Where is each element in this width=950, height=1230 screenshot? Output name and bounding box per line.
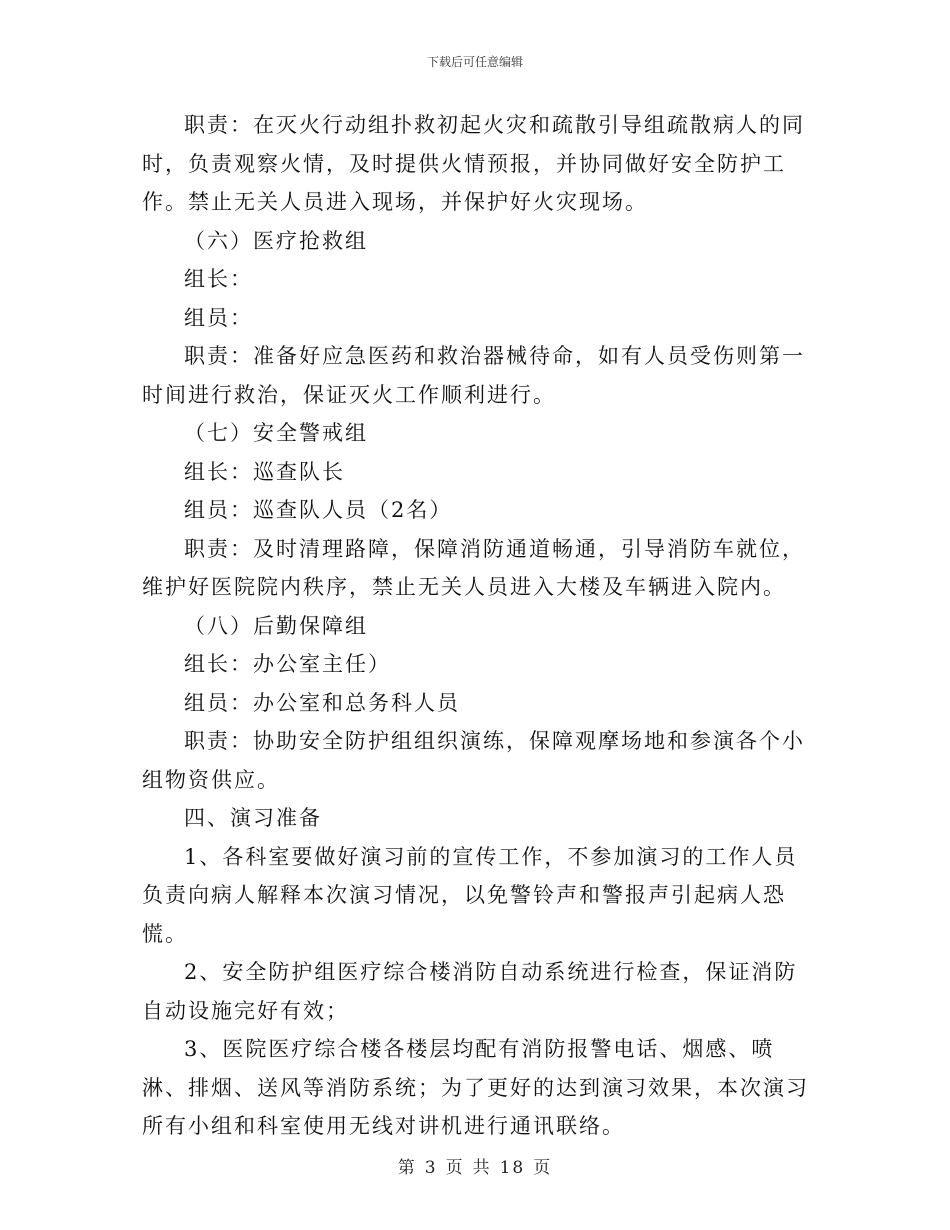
paragraph-members: 组员： [184,305,253,330]
paragraph-prep-item-3: 3、医院医疗综合楼各楼层均配有消防报警电话、烟感、喷淋、排烟、送风等消防系统；为了更好的达到演习效果，本次演习所有小组和科室使用无线对讲机进行通讯联络。 [142,1037,809,1138]
footer-prefix: 第 [397,1158,417,1178]
footer-total-label: 共 [472,1158,492,1178]
paragraph-leader: 组长：巡查队长 [184,459,345,484]
paragraph-duty-medical: 职责：准备好应急医药和救治器械待命，如有人员受伤则第一时间进行救治，保证灭火工作顺利进行。 [142,344,805,407]
paragraph-duty-observation: 职责：在灭火行动组扑救初起火灾和疏散引导组疏散病人的同时，负责观察火情，及时提供火情预报，并协同做好安全防护工作。禁止无关人员进入现场，并保护好火灾现场。 [142,113,805,214]
footer-current-page: 3 [424,1158,438,1178]
footer-page-word: 页 [445,1158,465,1178]
page-header-note: 下载后可任意编辑 [426,55,523,69]
paragraph-members: 组员：巡查队人员（2名） [184,498,453,522]
footer-suffix: 页 [533,1158,553,1178]
section-heading-drill-prep: 四、演习准备 [184,806,322,830]
document-body [142,106,810,1146]
paragraph-leader: 组长：办公室主任） [184,652,391,676]
footer-total-pages: 18 [499,1158,526,1178]
section-heading-logistics: （八）后勤保障组 [184,613,368,638]
section-heading-medical-rescue: （六）医疗抢救组 [184,228,368,253]
paragraph-leader: 组长： [184,267,253,291]
paragraph-members: 组员：办公室和总务科人员 [184,690,460,715]
paragraph-prep-item-2: 2、安全防护组医疗综合楼消防自动系统进行检查，保证消防自动设施完好有效； [142,960,798,1023]
section-heading-security-guard: （七）安全警戒组 [184,421,368,445]
page-number-footer [0,1153,950,1178]
paragraph-duty-security: 职责：及时清理路障，保障消防通道畅通，引导消防车就位，维护好医院院内秩序，禁止无关人员进入大楼及车辆进入院内。 [142,536,805,599]
paragraph-prep-item-1: 1、各科室要做好演习前的宣传工作，不参加演习的工作人员负责向病人解释本次演习情况，以免警铃声和警报声引起病人恐慌。 [142,844,798,946]
paragraph-duty-logistics: 职责：协助安全防护组组织演练，保障观摩场地和参演各个小组物资供应。 [142,729,805,792]
